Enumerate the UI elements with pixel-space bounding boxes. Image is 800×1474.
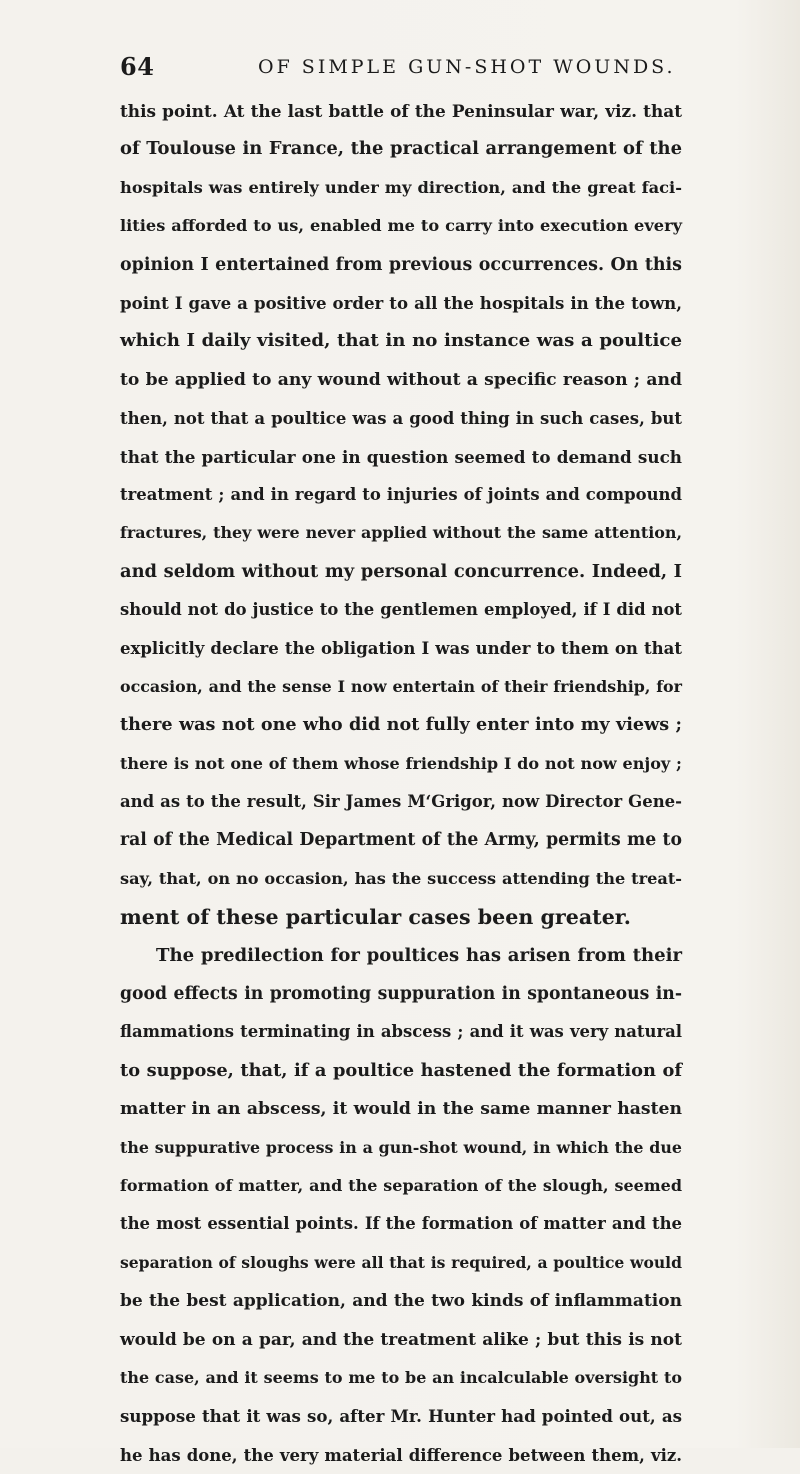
text-line: flammations terminating in abscess ; and it was very natural	[120, 1022, 682, 1042]
text-line: then, not that a poultice was a good thing in such cases, but	[120, 408, 682, 429]
body-text	[120, 92, 682, 1474]
text-line: and as to the result, Sir James M‘Grigor, now Director Gene-	[120, 792, 682, 812]
paragraph-last-line: ment of these particular cases been greater.	[120, 905, 631, 930]
text-line: say, that, on no occasion, has the success attending the treat-	[120, 868, 682, 888]
text-line: suppose that it was so, after Mr. Hunter had pointed out, as	[120, 1406, 682, 1427]
text-line: the case, and it seems to me to be an incalculable oversight to	[120, 1367, 682, 1387]
text-line: that the particular one in question seemed to demand such	[120, 446, 682, 467]
text-line: he has done, the very material difference between them, viz.	[120, 1444, 682, 1465]
text-line: there was not one who did not fully enter into my views ;	[120, 714, 682, 736]
paragraph-first-line: The predilection for poultices has arisen from their	[156, 944, 682, 966]
text-line: good effects in promoting suppuration in spontaneous in-	[120, 983, 682, 1004]
text-line: matter in an abscess, it would in the same manner hasten	[120, 1099, 682, 1120]
text-line: to suppose, that, if a poultice hastened the formation of	[120, 1059, 682, 1081]
page-number: 64	[120, 52, 155, 81]
text-line: this point. At the last battle of the Peninsular war, viz. that	[120, 101, 682, 121]
text-line: the suppurative process in a gun-shot wound, in which the due	[120, 1137, 682, 1157]
text-line: which I daily visited, that in no instance was a poultice	[120, 330, 682, 352]
text-line: separation of sloughs were all that is required, a poultice would	[120, 1252, 682, 1272]
text-line: ral of the Medical Department of the Army, permits me to	[120, 830, 682, 851]
text-line: point I gave a positive order to all the hospitals in the town,	[120, 292, 682, 313]
text-line: lities afforded to us, enabled me to carry into execution every	[120, 216, 682, 236]
text-line: occasion, and the sense I now entertain of their friendship, for	[120, 676, 682, 696]
text-line: to be applied to any wound without a specific reason ; and	[120, 369, 682, 390]
text-line: explicitly declare the obligation I was under to them on that	[120, 638, 682, 659]
text-line: would be on a par, and the treatment alike ; but this is not	[120, 1329, 682, 1350]
text-line: and seldom without my personal concurrence. Indeed, I	[120, 560, 682, 582]
text-line: of Toulouse in France, the practical arrangement of the	[120, 138, 682, 160]
text-line: hospitals was entirely under my direction, and the great faci-	[120, 177, 682, 197]
text-line: the most essential points. If the formation of matter and the	[120, 1214, 682, 1234]
text-line: be the best application, and the two kinds of inflammation	[120, 1291, 682, 1312]
running-head	[120, 52, 680, 86]
text-line: opinion I entertained from previous occurrences. On this	[120, 254, 682, 275]
text-line: there is not one of them whose friendship I do not now enjoy ;	[120, 753, 682, 773]
text-line: fractures, they were never applied without the same attention,	[120, 523, 682, 543]
text-line: should not do justice to the gentlemen employed, if I did not	[120, 600, 682, 620]
text-line: formation of matter, and the separation of the slough, seemed	[120, 1175, 682, 1195]
text-line: treatment ; and in regard to injuries of joints and compound	[120, 484, 682, 504]
running-title: OF SIMPLE GUN-SHOT WOUNDS.	[258, 56, 676, 78]
